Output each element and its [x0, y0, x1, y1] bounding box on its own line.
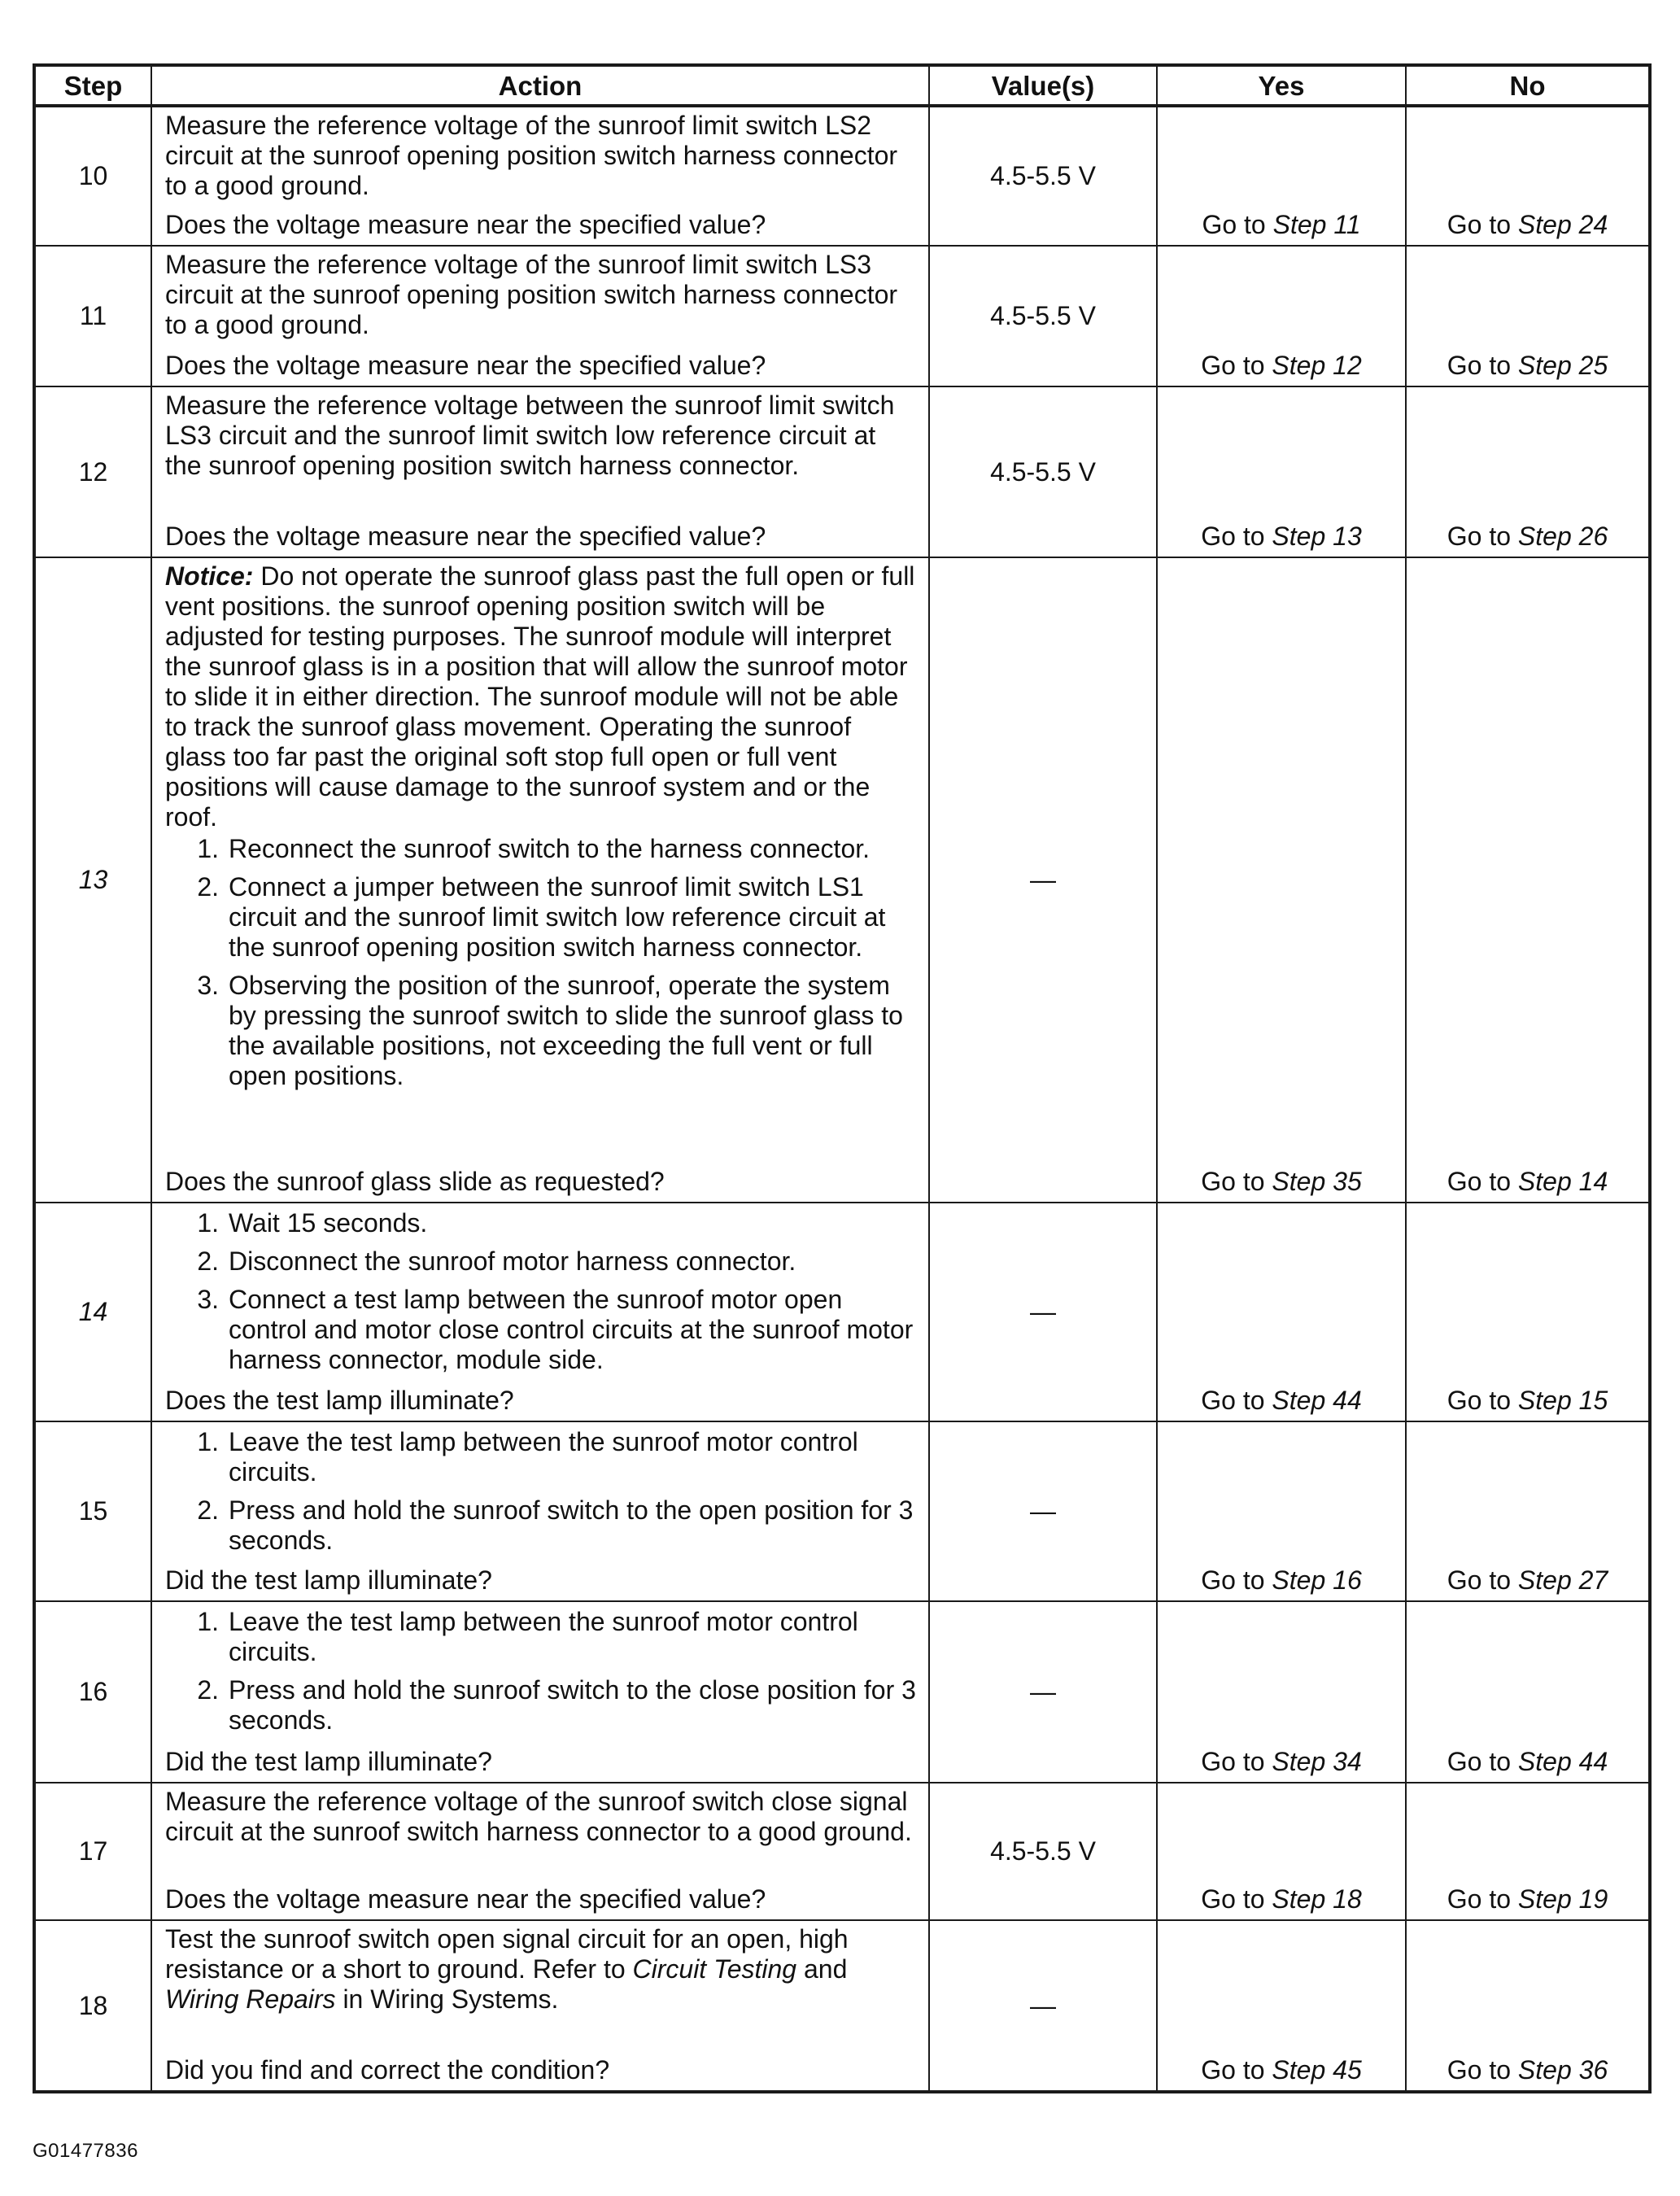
- item-text: Leave the test lamp between the sunroof motor control circuits.: [229, 1606, 858, 1666]
- no-step-link[interactable]: Step 44: [1517, 1746, 1608, 1776]
- no-prefix: Go to: [1447, 351, 1512, 381]
- yes-prefix: Go to: [1201, 1167, 1265, 1197]
- action-question: Did the test lamp illuminate?: [165, 1746, 492, 1776]
- action-cell: [151, 1203, 929, 1421]
- header-values: Value(s): [929, 65, 1157, 106]
- item-number: 2.: [197, 1246, 219, 1277]
- action-question: Does the voltage measure near the specified value?: [165, 209, 766, 239]
- no-cell: [1406, 1783, 1650, 1921]
- no-cell: [1406, 1203, 1650, 1421]
- no-step-link[interactable]: Step 36: [1517, 2055, 1608, 2085]
- table-row: [34, 246, 1650, 387]
- table-row: [34, 106, 1650, 246]
- item-number: 2.: [197, 1495, 219, 1525]
- no-cell: [1406, 246, 1650, 387]
- item-text: Connect a jumper between the sunroof limit switch LS1 circuit and the sunroof limit switch low reference circuit at the sunroof opening position switch harness connector.: [229, 872, 886, 963]
- list-item: [165, 1607, 917, 1667]
- no-prefix: Go to: [1447, 2055, 1512, 2085]
- step-number: 11: [34, 246, 151, 387]
- no-prefix: Go to: [1447, 522, 1512, 552]
- action-cell: [151, 557, 929, 1203]
- reference-link-wiring-repairs[interactable]: Wiring Repairs: [165, 1984, 336, 2015]
- item-text: Press and hold the sunroof switch to the close position for 3 seconds.: [229, 1674, 916, 1735]
- action-cell: [151, 1920, 929, 2092]
- item-number: 3.: [197, 1285, 219, 1315]
- yes-step-link[interactable]: Step 16: [1272, 1565, 1362, 1595]
- yes-prefix: Go to: [1201, 1746, 1265, 1776]
- step-number: 15: [34, 1421, 151, 1601]
- header-step: Step: [34, 65, 151, 106]
- item-text: Reconnect the sunroof switch to the harness connector.: [229, 834, 871, 864]
- action-text: Measure the reference voltage of the sunroof switch close signal circuit at the sunroof switch harness connector to a good ground.: [165, 1786, 912, 1846]
- action-text: [165, 1924, 917, 2015]
- list-item: [165, 1246, 917, 1277]
- action-cell: [151, 1421, 929, 1601]
- action-cell: [151, 246, 929, 387]
- yes-cell: [1157, 386, 1406, 557]
- notice-paragraph: [165, 561, 917, 832]
- item-number: 1.: [197, 834, 219, 864]
- yes-step-link[interactable]: Step 18: [1272, 1884, 1362, 1914]
- no-cell: [1406, 1421, 1650, 1601]
- no-cell: [1406, 1920, 1650, 2092]
- reference-link-circuit-testing[interactable]: Circuit Testing: [632, 1954, 797, 1984]
- item-text: Leave the test lamp between the sunroof motor control circuits.: [229, 1426, 858, 1487]
- table-row: [34, 557, 1650, 1203]
- step-number: 13: [34, 557, 151, 1203]
- notice-text: Do not operate the sunroof glass past the full open or full vent positions. the sunroof opening position switch will be adjusted for testing purposes. The sunroof module will interpret the sunroof glass is in a position that will allow the sunroof motor to slide it in either direction. The sunroof module will not be able to track the sunroof glass movement. Operating the sunroof glass too far past the original soft stop full open or full vent positions will cause damage to the sunroof system and or the roof.: [165, 561, 915, 832]
- list-item: [165, 834, 917, 864]
- value-cell: 4.5-5.5 V: [929, 246, 1157, 387]
- no-prefix: Go to: [1447, 1385, 1512, 1415]
- table-row: [34, 1783, 1650, 1921]
- yes-prefix: Go to: [1201, 522, 1265, 552]
- value-cell: —: [929, 557, 1157, 1203]
- action-question: Does the sunroof glass slide as requested?: [165, 1167, 665, 1197]
- table-row: [34, 1920, 1650, 2092]
- list-item: [165, 1495, 917, 1556]
- table-row: [34, 1601, 1650, 1783]
- step-number: 12: [34, 386, 151, 557]
- step-number: 10: [34, 106, 151, 246]
- yes-prefix: Go to: [1202, 209, 1266, 239]
- action-question: Did the test lamp illuminate?: [165, 1565, 492, 1595]
- no-prefix: Go to: [1447, 209, 1512, 239]
- no-step-link[interactable]: Step 24: [1517, 209, 1608, 239]
- yes-prefix: Go to: [1201, 1385, 1265, 1415]
- yes-step-link[interactable]: Step 13: [1272, 522, 1362, 552]
- list-item: [165, 1427, 917, 1487]
- header-row: [34, 65, 1650, 106]
- item-text: Connect a test lamp between the sunroof motor open control and motor close control circuits at the sunroof motor harness connector, module side.: [229, 1285, 914, 1375]
- yes-cell: [1157, 1421, 1406, 1601]
- item-number: 3.: [197, 971, 219, 1001]
- yes-prefix: Go to: [1201, 351, 1265, 381]
- action-cell: [151, 106, 929, 246]
- list-item: [165, 1208, 917, 1238]
- action-question: Did you find and correct the condition?: [165, 2055, 610, 2085]
- step-number: 16: [34, 1601, 151, 1783]
- procedure-list: [165, 1607, 917, 1735]
- notice-label: Notice:: [165, 561, 254, 592]
- table-row: [34, 386, 1650, 557]
- item-number: 1.: [197, 1208, 219, 1238]
- action-cell: [151, 1783, 929, 1921]
- value-cell: 4.5-5.5 V: [929, 386, 1157, 557]
- no-cell: [1406, 1601, 1650, 1783]
- item-text: Observing the position of the sunroof, operate the system by pressing the sunroof switch to slide the sunroof glass to the available positions, not exceeding the full vent or full open positions.: [229, 971, 903, 1091]
- yes-step-link[interactable]: Step 44: [1272, 1385, 1362, 1415]
- procedure-list: [165, 834, 917, 1091]
- item-number: 1.: [197, 1606, 219, 1636]
- yes-cell: [1157, 557, 1406, 1203]
- yes-step-link[interactable]: Step 11: [1272, 209, 1361, 239]
- header-action: Action: [151, 65, 929, 106]
- action-text-part: Test the sunroof switch open signal circuit for an open, high resistance or a short to ground. Refer to: [165, 1924, 849, 1984]
- no-prefix: Go to: [1447, 1884, 1512, 1914]
- procedure-list: [165, 1427, 917, 1556]
- value-cell: —: [929, 1421, 1157, 1601]
- action-question: Does the voltage measure near the specified value?: [165, 1884, 766, 1914]
- list-item: [165, 971, 917, 1091]
- action-text: Measure the reference voltage between the sunroof limit switch LS3 circuit and the sunroof limit switch low reference circuit at the sunroof opening position switch harness connector.: [165, 391, 895, 481]
- no-prefix: Go to: [1447, 1167, 1512, 1197]
- step-number: 14: [34, 1203, 151, 1421]
- item-number: 2.: [197, 872, 219, 902]
- no-step-link[interactable]: Step 27: [1517, 1565, 1608, 1595]
- item-text: Disconnect the sunroof motor harness connector.: [229, 1246, 796, 1277]
- step-number: 18: [34, 1920, 151, 2092]
- no-step-link[interactable]: Step 26: [1517, 522, 1608, 552]
- value-cell: 4.5-5.5 V: [929, 1783, 1157, 1921]
- no-step-link[interactable]: Step 15: [1517, 1385, 1608, 1415]
- item-number: 2.: [197, 1674, 219, 1705]
- list-item: [165, 1285, 917, 1375]
- table-row: [34, 1203, 1650, 1421]
- figure-id: G01477836: [33, 2140, 138, 2162]
- action-text: Measure the reference voltage of the sunroof limit switch LS2 circuit at the sunroof opening position switch harness connector to a good ground.: [165, 111, 898, 201]
- no-prefix: Go to: [1447, 1746, 1512, 1776]
- action-cell: [151, 1601, 929, 1783]
- header-yes: Yes: [1157, 65, 1406, 106]
- yes-cell: [1157, 1601, 1406, 1783]
- no-cell: [1406, 106, 1650, 246]
- value-cell: 4.5-5.5 V: [929, 106, 1157, 246]
- value-cell: —: [929, 1601, 1157, 1783]
- action-text-part: in Wiring Systems.: [335, 1984, 559, 2015]
- table-row: [34, 1421, 1650, 1601]
- action-text: Measure the reference voltage of the sunroof limit switch LS3 circuit at the sunroof opening position switch harness connector to a good ground.: [165, 249, 898, 339]
- item-number: 1.: [197, 1426, 219, 1456]
- yes-cell: [1157, 106, 1406, 246]
- procedure-list: [165, 1208, 917, 1375]
- yes-step-link[interactable]: Step 35: [1272, 1167, 1362, 1197]
- yes-prefix: Go to: [1201, 1884, 1265, 1914]
- action-question: Does the voltage measure near the specified value?: [165, 351, 766, 381]
- no-prefix: Go to: [1447, 1565, 1512, 1595]
- yes-cell: [1157, 246, 1406, 387]
- yes-step-link[interactable]: Step 34: [1272, 1746, 1362, 1776]
- yes-prefix: Go to: [1201, 2055, 1265, 2085]
- yes-cell: [1157, 1783, 1406, 1921]
- yes-cell: [1157, 1920, 1406, 2092]
- yes-prefix: Go to: [1201, 1565, 1265, 1595]
- action-question: Does the test lamp illuminate?: [165, 1385, 514, 1415]
- yes-step-link[interactable]: Step 45: [1272, 2055, 1362, 2085]
- value-cell: —: [929, 1920, 1157, 2092]
- yes-step-link[interactable]: Step 12: [1272, 351, 1362, 381]
- action-cell: [151, 386, 929, 557]
- action-text-part: and: [796, 1954, 848, 1984]
- diagnostic-table: [33, 63, 1652, 2093]
- yes-cell: [1157, 1203, 1406, 1421]
- header-no: No: [1406, 65, 1650, 106]
- value-cell: —: [929, 1203, 1157, 1421]
- item-text: Press and hold the sunroof switch to the open position for 3 seconds.: [229, 1495, 914, 1555]
- no-step-link[interactable]: Step 14: [1517, 1167, 1608, 1197]
- action-question: Does the voltage measure near the specified value?: [165, 522, 766, 552]
- no-cell: [1406, 386, 1650, 557]
- no-cell: [1406, 557, 1650, 1203]
- list-item: [165, 1675, 917, 1735]
- no-step-link[interactable]: Step 25: [1517, 351, 1608, 381]
- no-step-link[interactable]: Step 19: [1517, 1884, 1608, 1914]
- item-text: Wait 15 seconds.: [229, 1208, 428, 1238]
- list-item: [165, 872, 917, 963]
- step-number: 17: [34, 1783, 151, 1921]
